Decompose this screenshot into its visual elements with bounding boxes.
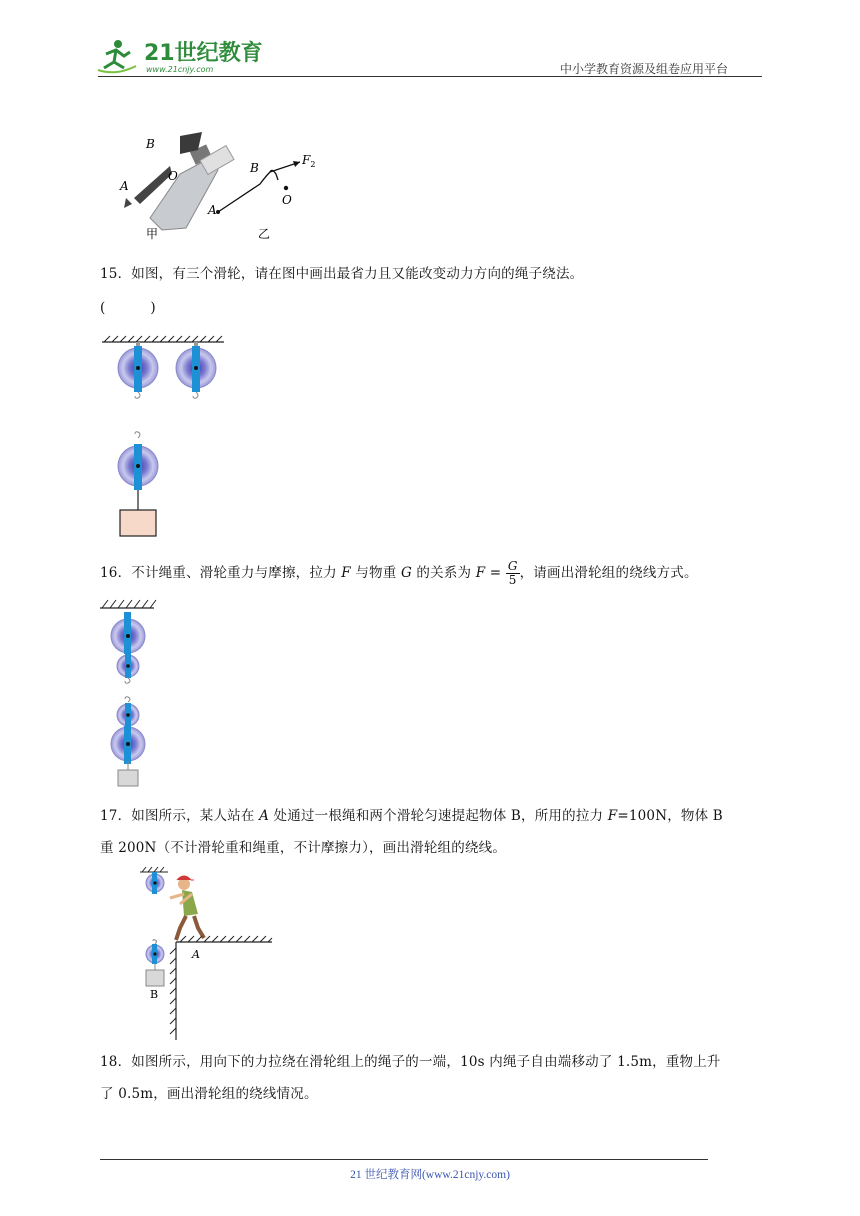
point-A-label: A (192, 948, 200, 961)
q15-pulley-figure (100, 334, 230, 544)
figure-jia-label: 甲 (146, 227, 159, 241)
upper-pulley-large (111, 612, 145, 654)
question-15-text: 15．如图，有三个滑轮，请在图中画出最省力且又能改变动力方向的绳子绕法。 (100, 266, 584, 282)
question-15-answer-blank[interactable]: ( ) (100, 300, 156, 316)
point-B-label: B (146, 137, 155, 151)
fixed-pulley-right (176, 342, 216, 398)
q16-pulley-figure (100, 598, 160, 798)
site-logo (96, 36, 266, 80)
ledge-wall (170, 936, 272, 1040)
logo-title: 21世纪教育 (144, 41, 263, 66)
weight-block (118, 770, 138, 786)
upper-pulley-small (117, 654, 139, 683)
object-B-block (146, 970, 164, 986)
lower-pulley-small (117, 697, 139, 727)
question-17-line1: 17．如图所示，某人站在 A 处通过一根绳和两个滑轮匀速提起物体 B，所用的拉力 F=100N，物体 B (100, 808, 723, 824)
question-18-line1: 18．如图所示，用向下的力拉绕在滑轮组上的绳子的一端，10s 内绳子自由端移动了 1.5m，重物上升 (100, 1054, 721, 1070)
fraction-G-over-5: $\frac{G}{5}$ (507, 559, 518, 587)
point-O-label: O (168, 169, 178, 183)
header-platform-text: 中小学教育资源及组卷应用平台 (560, 62, 729, 76)
force-F2-label: $F_2$ (302, 153, 316, 169)
object-B-label: B (150, 988, 159, 1001)
question-16-text: 16．不计绳重、滑轮重力与摩擦，拉力 F 与物重 G 的关系为 F = $\frac{G}{5}$ ，请画出滑轮组的绕线方式。 (100, 559, 698, 587)
footer-link[interactable]: 21 世纪教育网(www.21cnjy.com) (350, 1169, 510, 1181)
q17-person-pulley-figure (140, 866, 280, 1046)
question-17-line2: 重 200N（不计滑轮重和绳重，不计摩擦力），画出滑轮组的绕线。 (100, 840, 507, 856)
person-figure (170, 876, 204, 940)
movable-pulley (118, 432, 158, 510)
point-B2-label: B (250, 161, 259, 175)
movable-pulley (146, 940, 164, 970)
weight-block (120, 510, 156, 536)
fixed-pulley (146, 872, 164, 894)
header-divider (98, 76, 762, 77)
runner-icon (98, 40, 136, 72)
ceiling-hatch (140, 867, 168, 872)
lower-pulley-large (111, 726, 145, 770)
ceiling-hatch (100, 600, 156, 608)
fixed-pulley-left (118, 342, 158, 398)
logo-url: www.21cnjy.com (146, 65, 214, 74)
point-A2-label: A (208, 203, 217, 217)
point-A-label: A (120, 179, 129, 193)
footer-divider (100, 1159, 708, 1160)
question-18-line2: 了 0.5m，画出滑轮组的绕线情况。 (100, 1086, 318, 1102)
lever-figure (110, 126, 340, 248)
figure-yi-label: 乙 (258, 227, 271, 241)
brake-lever-photo (124, 132, 234, 230)
ceiling-hatch (102, 336, 224, 342)
point-O2-label: O (282, 193, 292, 207)
